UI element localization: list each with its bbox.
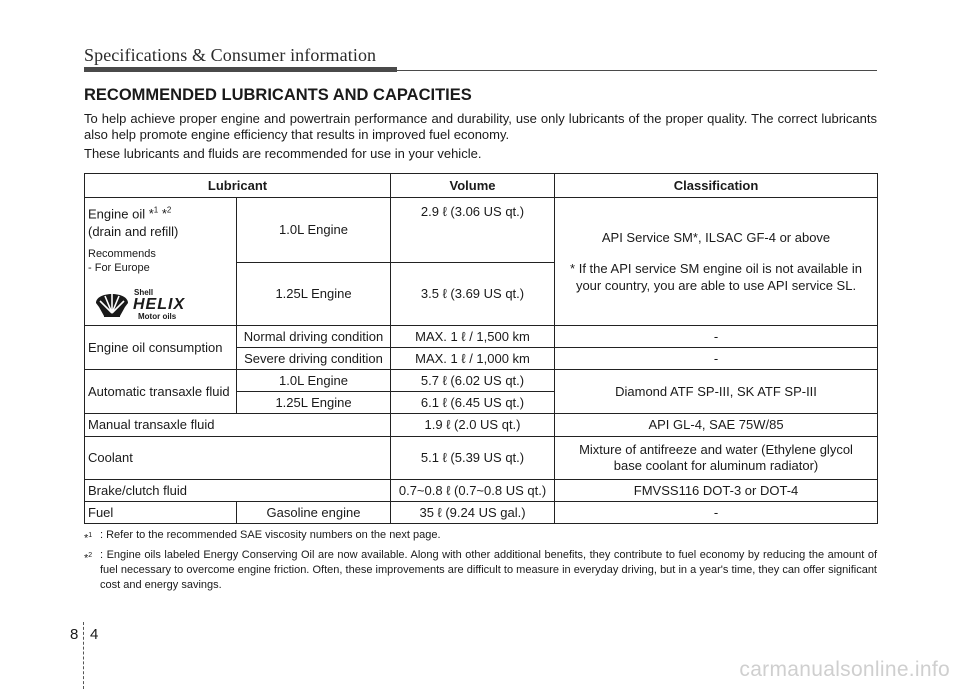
engine-oil-label: Engine oil	[88, 206, 146, 222]
section-title: RECOMMENDED LUBRICANTS AND CAPACITIES	[84, 86, 472, 104]
shell-logo-icon	[94, 285, 216, 321]
manual-transaxle-volume: 1.9 ℓ (2.0 US qt.)	[391, 414, 555, 437]
engine-oil-engine-1: 1.0L Engine	[237, 198, 391, 263]
engine-oil-volume-2: 3.5 ℓ (3.69 US qt.)	[391, 263, 555, 326]
shell-helix-logo	[94, 285, 233, 325]
auto-transaxle-engine-2: 1.25L Engine	[237, 392, 391, 414]
footnote-mark-2: 2	[88, 551, 93, 559]
header-rule-thin	[84, 70, 877, 71]
footnote-ref-2: 2	[166, 206, 172, 215]
watermark: carmanualsonline.info	[739, 658, 950, 681]
page-header-title: Specifications & Consumer information	[84, 45, 377, 65]
consumption-classification-2: -	[555, 348, 878, 370]
footnote-mark-1: 1	[88, 532, 93, 539]
auto-transaxle-volume-1: 5.7 ℓ (6.02 US qt.)	[391, 370, 555, 392]
consumption-condition-2: Severe driving condition	[237, 348, 391, 370]
logo-product: HELIX	[133, 296, 186, 314]
engine-oil-engine-2: 1.25L Engine	[237, 263, 391, 326]
page-divider	[83, 622, 84, 689]
logo-brand: Shell	[134, 288, 154, 298]
coolant-label: Coolant	[85, 437, 391, 480]
consumption-volume-1: MAX. 1 ℓ / 1,500 km	[391, 326, 555, 348]
auto-transaxle-volume-2: 6.1 ℓ (6.45 US qt.)	[391, 392, 555, 414]
header-volume: Volume	[391, 174, 555, 198]
auto-transaxle-classification: Diamond ATF SP-III, SK ATF SP-III	[555, 370, 878, 414]
engine-oil-classification-note: * If the API service SM engine oil is not available in your country, you are able to use API service SL.	[570, 260, 862, 293]
table-row	[85, 326, 878, 348]
fuel-type: Gasoline engine	[237, 502, 391, 524]
table-row	[85, 480, 878, 502]
footnote-ref-1: 1	[153, 206, 159, 215]
auto-transaxle-label: Automatic transaxle fluid	[85, 370, 237, 414]
brake-label: Brake/clutch fluid	[85, 480, 391, 502]
engine-oil-classification-cell	[555, 198, 878, 326]
logo-tagline: Motor oils	[138, 312, 177, 322]
consumption-volume-2: MAX. 1 ℓ / 1,000 km	[391, 348, 555, 370]
consumption-classification-1: -	[555, 326, 878, 348]
for-europe-label: - For Europe	[88, 262, 150, 275]
footnote-2: *$^2$ : Engine oils labeled Energy Conserving Oil are now available. Along with other additional benefits, they contribute to fuel economy by reducing the amount of fuel necessary to overcome engine friction. Often, these improvements are difficult to measure in everyday driving, but in a year's time, they can offer significant cost and energy savings.	[84, 548, 877, 591]
footnote-2-text: : Engine oils labeled Energy Conserving Oil are now available. Along with other additional benefits, they contribute to fuel economy by reducing the amount of fuel necessary to overcome engine friction. Often, these improvements are difficult to measure in everyday driving, but in a year's time, they can offer significant cost and energy savings.	[100, 548, 877, 591]
footnote-1-text: : Refer to the recommended SAE viscosity numbers on the next page.	[100, 529, 441, 541]
engine-oil-classification: API Service SM*, ILSAC GF-4 or above	[601, 229, 831, 245]
fuel-volume: 35 ℓ (9.24 US gal.)	[391, 502, 555, 524]
engine-oil-sublabel: (drain and refill)	[88, 224, 179, 240]
page-number: 4	[90, 626, 99, 643]
header-classification: Classification	[555, 174, 878, 198]
footnote-1: *$^1$ : Refer to the recommended SAE viscosity numbers on the next page.	[84, 528, 877, 547]
table-row	[85, 437, 878, 480]
intro-text	[84, 111, 877, 165]
table-row	[85, 414, 878, 437]
oil-consumption-label: Engine oil consumption	[85, 326, 237, 370]
brake-classification: FMVSS116 DOT-3 or DOT-4	[555, 480, 878, 502]
page-chapter: 8	[70, 626, 79, 643]
manual-transaxle-label: Manual transaxle fluid	[85, 414, 391, 437]
table-header-row	[85, 174, 878, 198]
brake-volume: 0.7~0.8 ℓ (0.7~0.8 US qt.)	[391, 480, 555, 502]
fuel-label: Fuel	[85, 502, 237, 524]
coolant-classification: Mixture of antifreeze and water (Ethylene glycol base coolant for aluminum radiator)	[555, 437, 878, 480]
engine-oil-label-cell: Engine oil *$^1$ *$^2$ (drain and refill) Recommends - For Europe Shell HELIX Motor oils	[85, 198, 237, 326]
recommends-label: Recommends	[88, 248, 156, 261]
manual-transaxle-classification: API GL-4, SAE 75W/85	[555, 414, 878, 437]
lubricants-table	[84, 173, 878, 524]
consumption-condition-1: Normal driving condition	[237, 326, 391, 348]
table-row	[85, 502, 878, 524]
engine-oil-volume-1: 2.9 ℓ (3.06 US qt.)	[391, 198, 555, 263]
intro-paragraph-1: To help achieve proper engine and powertrain performance and durability, use only lubricants of the proper quality. The correct lubricants also help promote engine efficiency that results in improved fuel economy.	[84, 111, 877, 142]
auto-transaxle-engine-1: 1.0L Engine	[237, 370, 391, 392]
header-lubricant: Lubricant	[85, 174, 391, 198]
table-row	[85, 198, 878, 263]
fuel-classification: -	[555, 502, 878, 524]
footnotes	[84, 528, 877, 594]
intro-paragraph-2: These lubricants and fluids are recommended for use in your vehicle.	[84, 146, 482, 161]
coolant-volume: 5.1 ℓ (5.39 US qt.)	[391, 437, 555, 480]
table-row	[85, 370, 878, 392]
